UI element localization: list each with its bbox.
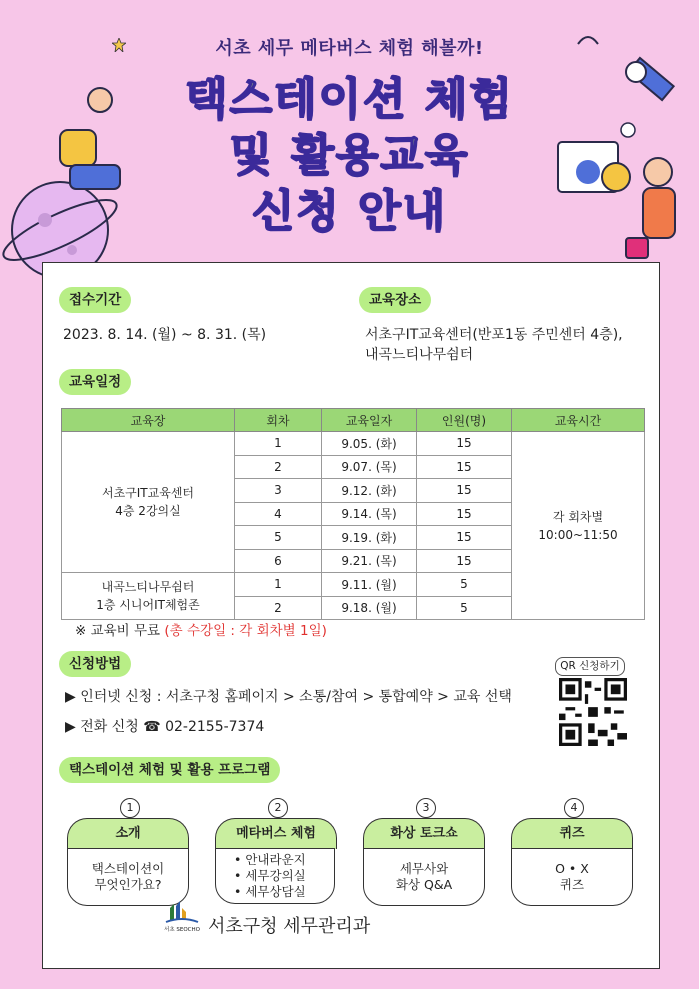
program-label: 택스테이션 체험 및 활용 프로그램	[59, 757, 280, 783]
date-cell: 9.14. (목)	[322, 502, 417, 526]
program-line: O • X	[555, 861, 589, 876]
table-row	[62, 432, 645, 456]
program-body	[215, 848, 335, 904]
info-panel	[42, 262, 660, 969]
seocho-logo-icon	[160, 898, 204, 934]
program-line: • 세무상담실	[234, 884, 306, 899]
program-line: 택스테이션이	[91, 861, 165, 876]
program-line: 세무사와	[399, 861, 449, 876]
session-cell: 3	[235, 479, 322, 503]
date-cell: 9.21. (목)	[322, 549, 417, 573]
program-line: 무엇인가요?	[94, 877, 162, 892]
date-cell: 9.18. (월)	[322, 596, 417, 620]
apply-phone: ▶ 전화 신청 ☎ 02-2155-7374	[65, 719, 265, 735]
schedule-label: 교육일정	[59, 369, 131, 395]
column-header-venue: 교육장	[62, 409, 235, 432]
venue-2-line-1: 내곡느티나무쉼터	[101, 580, 195, 594]
program-body	[511, 848, 633, 906]
date-cell: 9.07. (목)	[322, 455, 417, 479]
date-cell: 9.19. (화)	[322, 526, 417, 550]
count-cell: 15	[417, 455, 512, 479]
column-header-count: 인원(명)	[417, 409, 512, 432]
venue-cell-2	[62, 573, 235, 620]
count-cell: 15	[417, 526, 512, 550]
count-cell: 5	[417, 573, 512, 597]
qr-label: QR 신청하기	[555, 657, 625, 676]
session-cell: 2	[235, 596, 322, 620]
program-title: 소개	[67, 818, 189, 849]
page-title-line-1: 택스테이션 체험	[185, 74, 514, 125]
date-cell: 9.11. (월)	[322, 573, 417, 597]
count-cell: 5	[417, 596, 512, 620]
page-title-line-3: 신청 안내	[251, 186, 448, 237]
program-title: 퀴즈	[511, 818, 633, 849]
program-line: 화상 Q&A	[395, 877, 453, 892]
period-value: 2023. 8. 14. (월) ~ 8. 31. (목)	[63, 327, 267, 343]
qr-code[interactable]	[559, 678, 627, 746]
program-body	[363, 848, 485, 906]
program-line: 퀴즈	[559, 877, 585, 892]
date-cell: 9.12. (화)	[322, 479, 417, 503]
program-number: 3	[416, 798, 436, 818]
session-cell: 2	[235, 455, 322, 479]
fee-note	[75, 619, 327, 639]
session-cell: 6	[235, 549, 322, 573]
venue-1-line-2: 4층 2강의실	[115, 504, 181, 518]
venue-2-line-2: 1층 시니어IT체험존	[96, 598, 200, 612]
table-header-row	[62, 409, 645, 432]
column-header-time: 교육시간	[512, 409, 645, 432]
date-cell: 9.05. (화)	[322, 432, 417, 456]
place-line-2: 내곡느티나무쉼터	[365, 347, 474, 363]
session-cell: 1	[235, 432, 322, 456]
period-label: 접수기간	[59, 287, 131, 313]
time-line-1: 각 회차별	[552, 509, 604, 524]
fee-note-highlight: (총 수강일 : 각 회차별 1일)	[164, 623, 327, 639]
apply-label: 신청방법	[59, 651, 131, 677]
footer-org: 서초구청 세무관리과	[208, 916, 371, 937]
venue-cell-1	[62, 432, 235, 573]
program-number: 2	[268, 798, 288, 818]
page-title-line-2: 및 활용교육	[229, 130, 470, 181]
program-title: 메타버스 체험	[215, 818, 337, 849]
column-header-session: 회차	[235, 409, 322, 432]
header-subtitle: 서초 세무 메타버스 체험 해볼까!	[215, 38, 484, 59]
apply-online: ▶ 인터넷 신청 : 서초구청 홈페이지 > 소통/참여 > 통합예약 > 교육 선택	[65, 689, 512, 705]
logo-text: 서초 SEOCHO	[164, 927, 200, 933]
schedule-table	[61, 408, 645, 620]
place-label: 교육장소	[359, 287, 431, 313]
time-cell	[512, 432, 645, 620]
fee-note-text: ※ 교육비 무료	[75, 623, 165, 639]
program-line: • 세무강의실	[234, 868, 306, 883]
session-cell: 5	[235, 526, 322, 550]
program-line: • 안내라운지	[234, 852, 306, 867]
program-number: 1	[120, 798, 140, 818]
time-line-2: 10:00~11:50	[538, 527, 618, 542]
venue-1-line-1: 서초구IT교육센터	[101, 486, 194, 500]
column-header-date: 교육일자	[322, 409, 417, 432]
count-cell: 15	[417, 549, 512, 573]
session-cell: 4	[235, 502, 322, 526]
place-line-1: 서초구IT교육센터(반포1동 주민센터 4층),	[365, 327, 623, 343]
count-cell: 15	[417, 502, 512, 526]
count-cell: 15	[417, 479, 512, 503]
session-cell: 1	[235, 573, 322, 597]
program-title: 화상 토크쇼	[363, 818, 485, 849]
count-cell: 15	[417, 432, 512, 456]
program-number: 4	[564, 798, 584, 818]
